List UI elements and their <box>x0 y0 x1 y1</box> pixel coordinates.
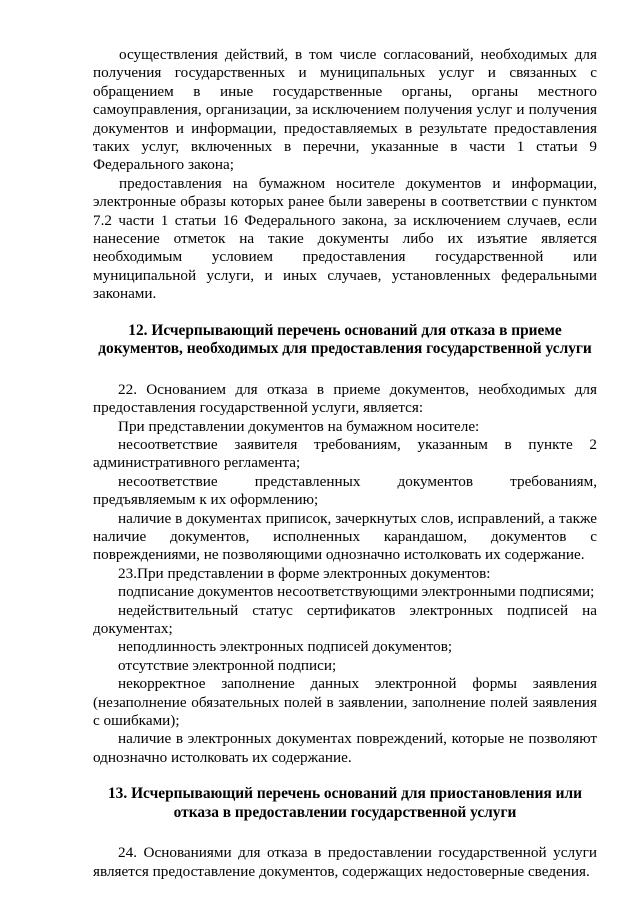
list-item: наличие в документах приписок, зачеркнутых слов, исправлений, а также наличие документов, исполненных карандашом, документов с повреждениями, не позволяющими однозначно истолковать их содержание. <box>93 509 597 564</box>
intro-paragraph-1: осуществления действий, в том числе согласований, необходимых для получения государственных и муниципальных услуг и связанных с обращением в иные государственные органы, органы местного самоуправления, организации, за исключением получения услуг и получения документов и информации, предоставляемых в результате предоставления таких услуг, включенных в перечни, указанные в части 1 статьи 9 Федерального закона; <box>93 46 597 174</box>
list-item: некорректное заполнение данных электронной формы заявления (незаполнение обязательных полей в заявлении, заполнение полей заявления с ошибками); <box>93 675 597 729</box>
list-item: подписание документов несоответствующими электронными подписями; <box>118 583 595 601</box>
paragraph-23: 23.При представлении в форме электронных документов: <box>118 564 491 582</box>
list-item: неподлинность электронных подписей документов; <box>118 638 453 656</box>
list-item: несоответствие заявителя требованиям, указанным в пункте 2 административного регламента; <box>93 435 597 472</box>
list-item: отсутствие электронной подписи; <box>118 656 337 674</box>
paragraph-24: 24. Основаниями для отказа в предоставлении государственной услуги является предоставление документов, содержащих недостоверные сведения. <box>93 844 597 880</box>
list-item: недействительный статус сертификатов электронных подписей на документах; <box>93 601 597 637</box>
list-item: несоответствие представленных документов требованиям, предъявляемым к их оформлению; <box>93 472 597 509</box>
intro-paragraph-2: предоставления на бумажном носителе документов и информации, электронные образы которых ранее были заверены в соответствии с пунктом 7.2 части 1 статьи 16 Федерального закона, за исключением случаев, если нанесение отметок на такие документы либо их изъятие является необходимым условием предоставления государственной или муниципальной услуги, и иных случаев, установленных федеральными законами. <box>93 174 597 303</box>
section-13-heading: 13. Исчерпывающий перечень оснований для приостановления или отказа в предоставлении государственной услуги <box>107 785 582 821</box>
list-item: наличие в электронных документах повреждений, которые не позволяют однозначно истолковать их содержание. <box>93 730 597 766</box>
section-12-heading: 12. Исчерпывающий перечень оснований для отказа в приеме документов, необходимых для предоставления государственной услуги <box>98 321 592 358</box>
paragraph-22: 22. Основанием для отказа в приеме документов, необходимых для предоставления государственной услуги, является: <box>93 380 597 417</box>
paper-submission-label: При представлении документов на бумажном носителе: <box>118 417 480 435</box>
document-body <box>93 46 597 881</box>
